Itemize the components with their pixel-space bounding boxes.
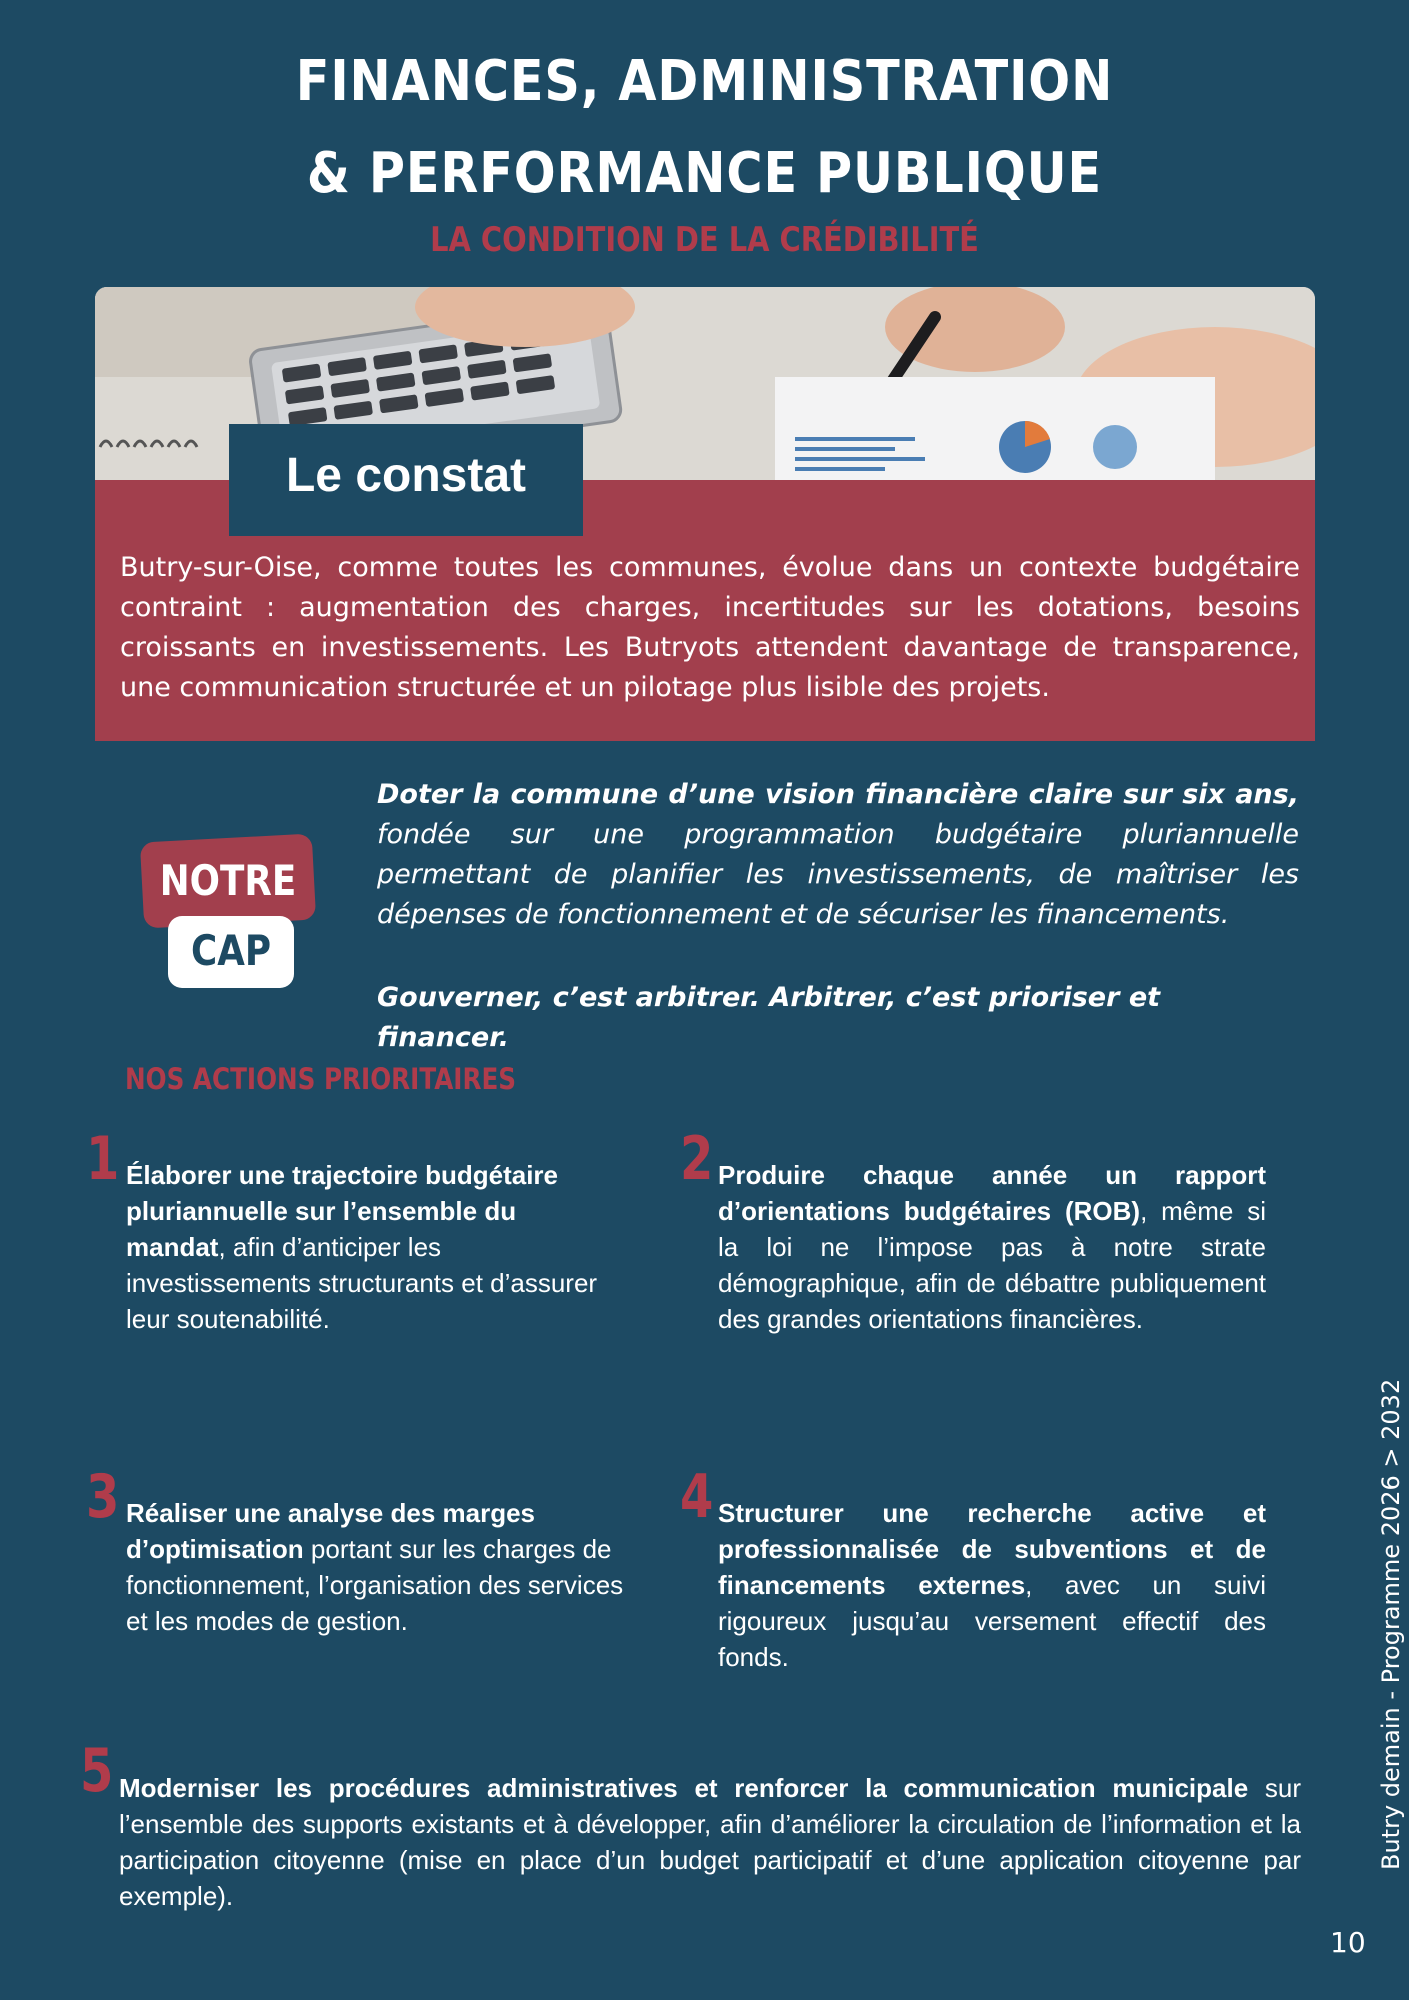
action-2-bold: Produire chaque année un rapport d’orientations budgétaires (ROB) <box>718 1160 1266 1226</box>
notre-cap-badge <box>140 838 320 998</box>
side-label: Butry demain - Programme 2026 > 2032 <box>1377 1378 1405 1870</box>
action-number-1: 1 <box>86 1124 120 1194</box>
action-3-bold: Réaliser une analyse des marges d’optimisation <box>126 1498 536 1564</box>
constat-text: Butry-sur-Oise, comme toutes les communes, évolue dans un contexte budgétaire contraint : augmentation des charges, incertitudes sur les dotations, besoins croissants en investissements. Les Butryots attendent davantage de transparence, une communication structurée et un pilotage plus lisible des projets. <box>120 552 1300 703</box>
action-1-rest: , afin d’anticiper les investissements structurants et d’assurer leur soutenabilité. <box>126 1232 598 1334</box>
action-item-3 <box>126 1495 626 1639</box>
action-item-2 <box>718 1157 1266 1337</box>
action-5-rest: sur l’ensemble des supports existants et à développer, afin d’améliorer la circulation de l’information et la participation citoyenne (mise en place d’un budget participatif et d’une application citoyenne par exemple). <box>119 1773 1301 1911</box>
cap-motto: Gouverner, c’est arbitrer. Arbitrer, c’est prioriser et financer. <box>377 982 1161 1053</box>
action-4-bold: Structurer une recherche active et professionnalisée de subventions et de financements externes <box>718 1498 1266 1600</box>
action-number-5: 5 <box>80 1736 114 1806</box>
action-item-4 <box>718 1495 1266 1675</box>
page-number: 10 <box>1330 1926 1366 1959</box>
action-number-2: 2 <box>680 1124 714 1194</box>
badge-cap-label: CAP <box>190 926 272 975</box>
cap-text <box>377 775 1299 935</box>
action-number-3: 3 <box>86 1462 120 1532</box>
page-title-line-1: FINANCES, ADMINISTRATION <box>295 49 1114 114</box>
action-4-rest: , avec un suivi rigoureux jusqu’au versement effectif des fonds. <box>718 1570 1266 1672</box>
action-1-bold: Élaborer une trajectoire budgétaire pluriannuelle sur l’ensemble du mandat <box>126 1160 559 1262</box>
cap-lead-rest: fondée sur une programmation budgétaire pluriannuelle permettant de planifier les investissements, de maîtriser les dépenses de fonctionnement et de sécuriser les financements. <box>377 819 1299 930</box>
action-5-bold: Moderniser les procédures administratives et renforcer la communication municipale <box>119 1773 1249 1803</box>
action-item-1 <box>126 1157 616 1337</box>
action-2-rest: , même si la loi ne l’impose pas à notre strate démographique, afin de débattre publiquement des grandes orientations financières. <box>718 1196 1266 1334</box>
badge-notre-label: NOTRE <box>159 856 297 905</box>
page-title-line-2: & PERFORMANCE PUBLIQUE <box>306 141 1103 206</box>
action-3-rest: portant sur les charges de fonctionnement, l’organisation des services et les modes de gestion. <box>126 1534 624 1636</box>
page-subtitle: LA CONDITION DE LA CRÉDIBILITÉ <box>430 220 979 260</box>
action-number-4: 4 <box>680 1462 714 1532</box>
cap-lead-bold: Doter la commune d’une vision financière claire sur six ans, <box>377 779 1299 810</box>
action-item-5 <box>119 1770 1301 1914</box>
constat-title: Le constat <box>285 449 527 502</box>
actions-title: NOS ACTIONS PRIORITAIRES <box>125 1062 517 1096</box>
constat-title-box <box>229 424 583 536</box>
